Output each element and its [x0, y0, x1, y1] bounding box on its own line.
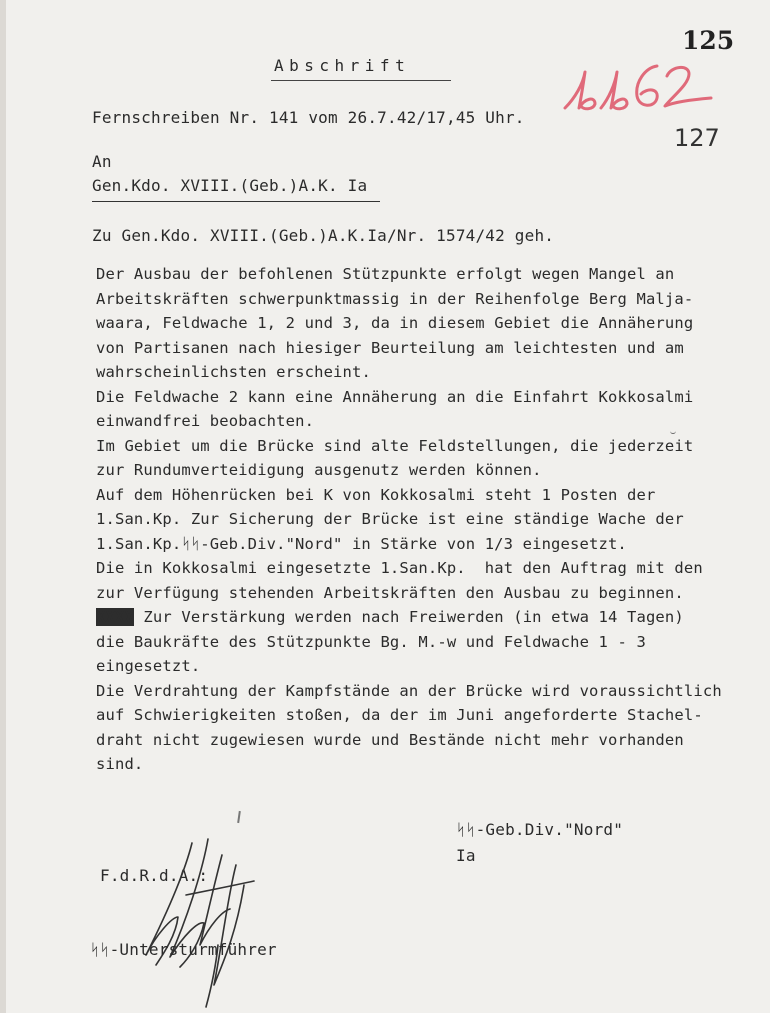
body-line: Im Gebiet um die Brücke sind alte Feldstellungen, die jederzeit	[96, 436, 694, 455]
body-text	[96, 262, 722, 777]
body-line: zur Verfügung stehenden Arbeitskräften den Ausbau zu beginnen.	[96, 583, 684, 602]
body-line: eingesetzt.	[96, 657, 201, 675]
sender-department: Ia	[456, 846, 476, 865]
body-line: Die Feldwache 2 kann eine Annäherung an die Einfahrt Kokkosalmi	[96, 387, 694, 406]
body-line: von Partisanen nach hiesiger Beurteilung am leichtesten und am	[96, 338, 684, 357]
recipient-underline	[92, 201, 380, 202]
body-line: 1.San.Kp.ᛋᛋ-Geb.Div."Nord" in Stärke von 1/3 eingesetzt.	[96, 534, 627, 553]
body-line: waara, Feldwache 1, 2 und 3, da in diesem Gebiet die Annäherung	[96, 314, 694, 332]
body-line: Die in Kokkosalmi eingesetzte 1.San.Kp. hat den Auftrag mit den	[96, 559, 703, 577]
body-line: sind.	[96, 755, 144, 773]
title-underline	[271, 80, 451, 81]
handwritten-reference-mark	[561, 58, 721, 118]
telex-line: Fernschreiben Nr. 141 vom 26.7.42/17,45 Uhr.	[92, 108, 525, 127]
body-line: Der Ausbau der befohlenen Stützpunkte erfolgt wegen Mangel an	[96, 265, 675, 283]
certification-label: F.d.R.d.A.:	[100, 866, 209, 885]
body-line: Auf dem Höhenrücken bei K von Kokkosalmi steht 1 Posten der	[96, 485, 656, 504]
sender-unit: ᛋᛋ-Geb.Div."Nord"	[456, 820, 624, 839]
ink-mark	[237, 811, 241, 823]
page-number-stamp: 127	[674, 124, 720, 152]
body-line: wahrscheinlichsten erscheint.	[96, 363, 371, 381]
addressee-label: An	[92, 152, 112, 171]
body-line: Die Verdrahtung der Kampfstände an der Brücke wird voraussichtlich	[96, 681, 722, 700]
recipient: Gen.Kdo. XVIII.(Geb.)A.K. Ia	[92, 176, 368, 195]
body-line: auf Schwierigkeiten stoßen, da der im Juni angeforderte Stachel-	[96, 706, 703, 724]
reference-line: Zu Gen.Kdo. XVIII.(Geb.)A.K.Ia/Nr. 1574/42 geh.	[92, 226, 555, 245]
body-line: Arbeitskräften schwerpunktmassig in der Reihenfolge Berg Malja-	[96, 289, 694, 308]
body-line: 1.San.Kp. Zur Sicherung der Brücke ist eine ständige Wache der	[96, 510, 684, 528]
body-line: Zur Verstärkung werden nach Freiwerden (in etwa 14 Tagen)	[133, 608, 684, 626]
signer-rank: ᛋᛋ-Untersturmführer	[90, 940, 277, 959]
body-line: draht nicht zugewiesen wurde und Bestände nicht mehr vorhanden	[96, 730, 684, 749]
body-line-with-strikeout	[96, 605, 722, 630]
body-line: zur Rundumverteidigung ausgenutz werden können.	[96, 461, 542, 479]
body-line: die Baukräfte des Stützpunkte Bg. M.-w und Feldwache 1 - 3	[96, 632, 646, 651]
handwritten-signature	[126, 825, 266, 1010]
page-number-top: 125	[682, 26, 735, 55]
document-title: Abschrift	[274, 56, 411, 75]
struck-out-text: XXXX	[96, 608, 134, 626]
body-line: einwandfrei beobachten.	[96, 412, 315, 430]
